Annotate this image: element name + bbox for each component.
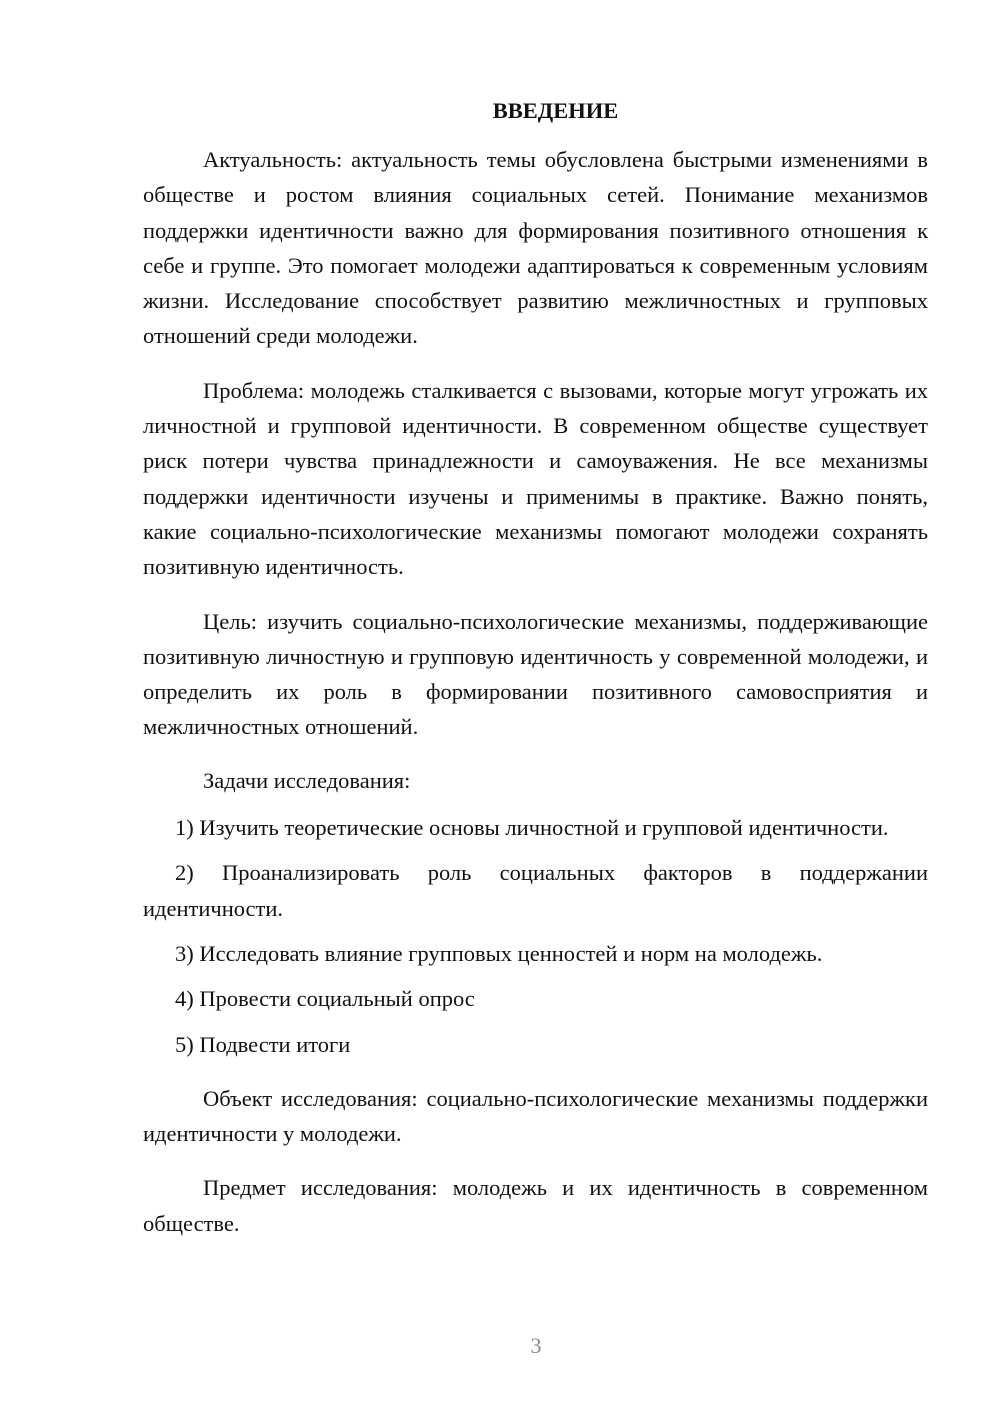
task-item-4: 4) Провести социальный опрос <box>175 986 475 1012</box>
task-item-1: 1) Изучить теоретические основы личностной и групповой идентичности. <box>175 815 889 841</box>
problem-paragraph: Проблема: молодежь сталкивается с вызовами, которые могут угрожать их личностной и групповой идентичности. В современном обществе существует риск потери чувства принадлежности и самоуважения. Не все механизмы поддержки идентичности изучены и применимы в практике. Важно понять, какие социально-психологические механизмы помогают молодежи сохранять позитивную идентичность. <box>143 377 928 580</box>
task-item-2: 2) Проанализировать роль социальных факторов в поддержании идентичности. <box>143 860 928 921</box>
task-item-5: 5) Подвести итоги <box>175 1031 351 1057</box>
subject-paragraph: Предмет исследования: молодежь и их идентичность в современном обществе. <box>143 1175 928 1236</box>
tasks-title: Задачи исследования: <box>203 767 411 793</box>
page-title: ВВЕДЕНИЕ <box>492 98 619 123</box>
task-item-3: 3) Исследовать влияние групповых ценностей и норм на молодежь. <box>175 940 823 966</box>
relevance-paragraph: Актуальность: актуальность темы обусловлена быстрыми изменениями в обществе и ростом влияния социальных сетей. Понимание механизмов поддержки идентичности важно для формирования позитивного отношения к себе и группе. Это помогает молодежи адаптироваться к современным условиям жизни. Исследование способствует развитию межличностных и групповых отношений среди молодежи. <box>143 147 928 349</box>
page-number: 3 <box>530 1333 542 1358</box>
page-content <box>143 96 928 1241</box>
object-paragraph: Объект исследования: социально-психологические механизмы поддержки идентичности у молодежи. <box>143 1085 928 1147</box>
goal-paragraph: Цель: изучить социально-психологические механизмы, поддерживающие позитивную личностную и групповую идентичность у современной молодежи, и определить их роль в формировании позитивного самовосприятия и межличностных отношений. <box>143 608 928 740</box>
